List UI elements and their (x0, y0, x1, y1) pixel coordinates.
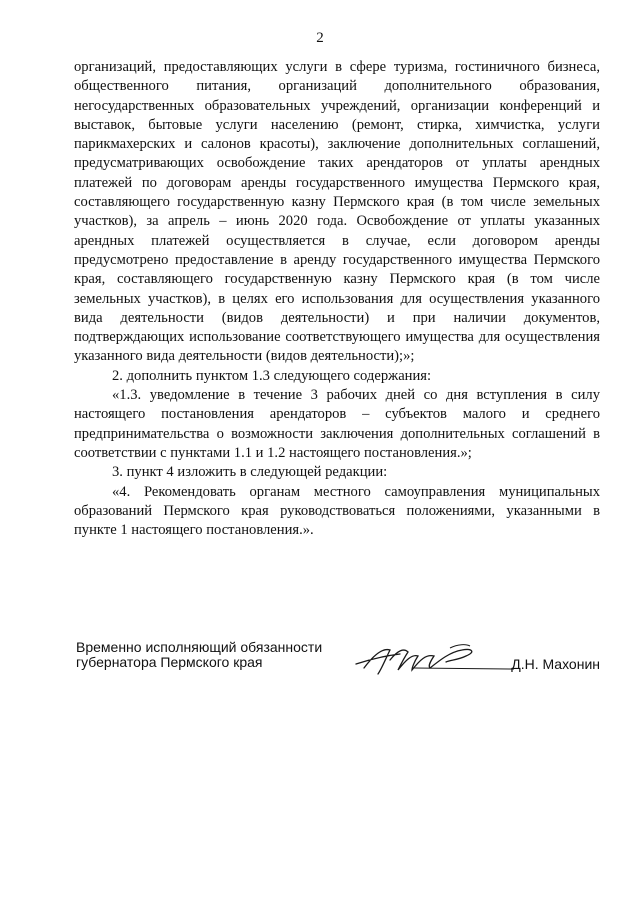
handwritten-signature-icon (354, 638, 514, 680)
signature-block (74, 638, 600, 678)
signer-name: Д.Н. Махонин (511, 656, 600, 672)
paragraph-continuation: организаций, предоставляющих услуги в сфере туризма, гостиничного бизнеса, общественного питания, организаций дополнительного образования, негосударственных образовательных учреждений, организации конференций и выставок, бытовые услуги населению (ремонт, стирка, химчистка, услуги парикмахерских и салонов красоты), заключение дополнительных соглашений, предусматривающих освобождение таких арендаторов от уплаты арендных платежей по договорам аренды государственного имущества Пермского края, составляющего государственную казну Пермского края (в том числе земельных участков), за апрель – июнь 2020 года. Освобождение от уплаты указанных арендных платежей осуществляется в случае, если договором аренды предусмотрено предоставление в аренду государственного имущества Пермского края, составляющего государственную казну Пермского края (в том числе земельных участков), в целях его использования для осуществления указанного вида деятельности (видов деятельности) и при наличии документов, подтверждающих использование соответствующего имущества для осуществления указанного вида деятельности (видов деятельности);»; (74, 59, 600, 365)
signer-title-line-2: губернатора Пермского края (76, 654, 263, 670)
paragraph-item-2: 2. дополнить пунктом 1.3 следующего содержания: (112, 367, 432, 384)
page-number: 2 (316, 30, 324, 46)
paragraph-item-1-3: «1.3. уведомление в течение 3 рабочих дней со дня вступления в силу настоящего постановления арендаторов – субъектов малого и среднего предпринимательства о возможности заключения дополнительных соглашений в соответствии с пунктами 1.1 и 1.2 настоящего постановления.»; (74, 387, 600, 461)
paragraph-item-4: «4. Рекомендовать органам местного самоуправления муниципальных образований Пермского края руководствоваться положениями, указанными в пункте 1 настоящего постановления.». (74, 483, 600, 539)
signer-title-line-1: Временно исполняющий обязанности (76, 639, 323, 655)
signer-title (76, 640, 346, 670)
paragraph-item-3: 3. пункт 4 изложить в следующей редакции: (112, 464, 388, 481)
document-body (74, 58, 600, 540)
